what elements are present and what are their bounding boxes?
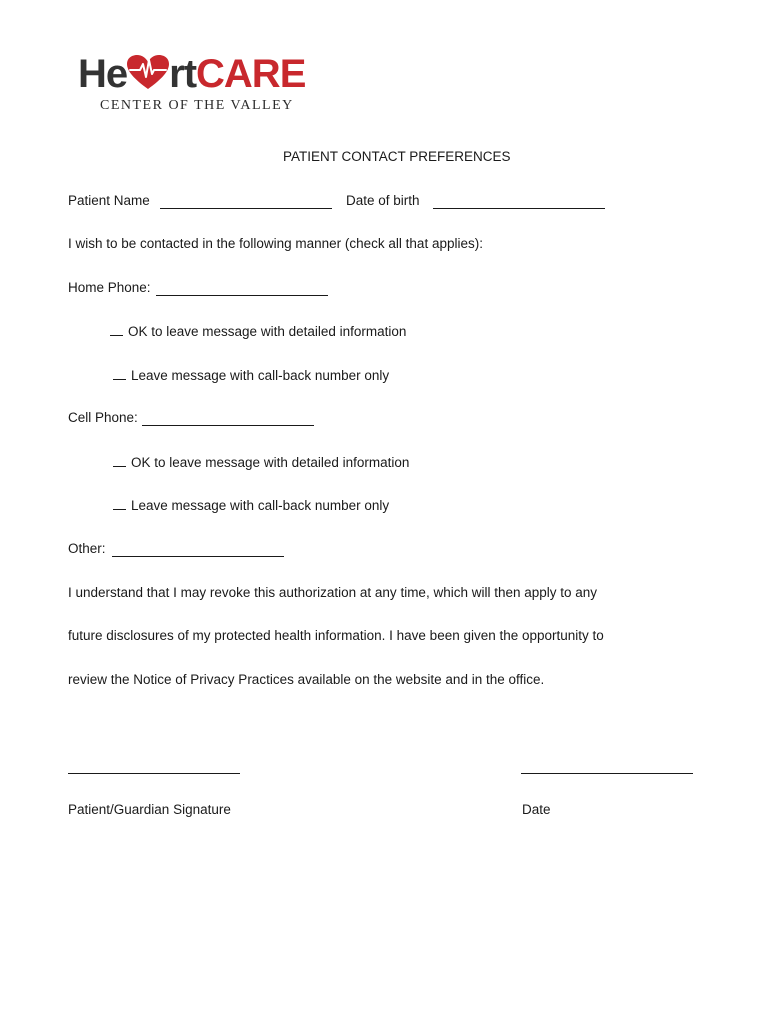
- cell-option-detailed-checkbox[interactable]: [113, 454, 126, 467]
- signature-date-label: Date: [522, 802, 551, 817]
- home-phone-label: Home Phone:: [68, 280, 151, 295]
- cell-phone-field[interactable]: [142, 412, 314, 426]
- dob-label: Date of birth: [346, 193, 420, 208]
- signature-field[interactable]: [68, 773, 240, 774]
- other-field[interactable]: [112, 543, 284, 557]
- contact-intro: I wish to be contacted in the following manner (check all that applies):: [68, 236, 483, 251]
- logo-wordmark: [78, 52, 305, 96]
- home-phone-field[interactable]: [156, 282, 328, 296]
- patient-name-label: Patient Name: [68, 193, 150, 208]
- cell-option-callback-label: Leave message with call-back number only: [131, 498, 390, 513]
- cell-option-callback[interactable]: [113, 497, 389, 514]
- logo-text-he: He: [78, 52, 128, 96]
- logo-subtitle: CENTER OF THE VALLEY: [100, 98, 294, 113]
- patient-name-field[interactable]: [160, 195, 332, 209]
- home-option-detailed[interactable]: [110, 323, 406, 340]
- home-option-detailed-checkbox[interactable]: [110, 323, 123, 336]
- home-option-callback-label: Leave message with call-back number only: [131, 368, 390, 383]
- signature-date-field[interactable]: [521, 773, 693, 774]
- cell-phone-label: Cell Phone:: [68, 410, 138, 425]
- cell-option-callback-checkbox[interactable]: [113, 497, 126, 510]
- logo: [78, 52, 308, 118]
- cell-option-detailed-label: OK to leave message with detailed information: [131, 455, 410, 470]
- home-option-detailed-label: OK to leave message with detailed information: [128, 324, 407, 339]
- authorization-line-2: future disclosures of my protected health information. I have been given the opportunity to: [68, 628, 604, 643]
- home-option-callback[interactable]: [113, 367, 389, 384]
- logo-text-rt: rt: [169, 52, 197, 96]
- home-option-callback-checkbox[interactable]: [113, 367, 126, 380]
- cell-option-detailed[interactable]: [113, 454, 409, 471]
- authorization-line-3: review the Notice of Privacy Practices available on the website and in the office.: [68, 672, 545, 687]
- logo-text-care: CARE: [196, 52, 306, 96]
- heart-icon: [126, 55, 170, 91]
- heart-ecg-icon: [126, 55, 170, 91]
- dob-field[interactable]: [433, 195, 605, 209]
- form-title: PATIENT CONTACT PREFERENCES: [283, 149, 511, 164]
- signature-label: Patient/Guardian Signature: [68, 802, 231, 817]
- authorization-line-1: I understand that I may revoke this authorization at any time, which will then apply to any: [68, 585, 598, 600]
- other-label: Other:: [68, 541, 106, 556]
